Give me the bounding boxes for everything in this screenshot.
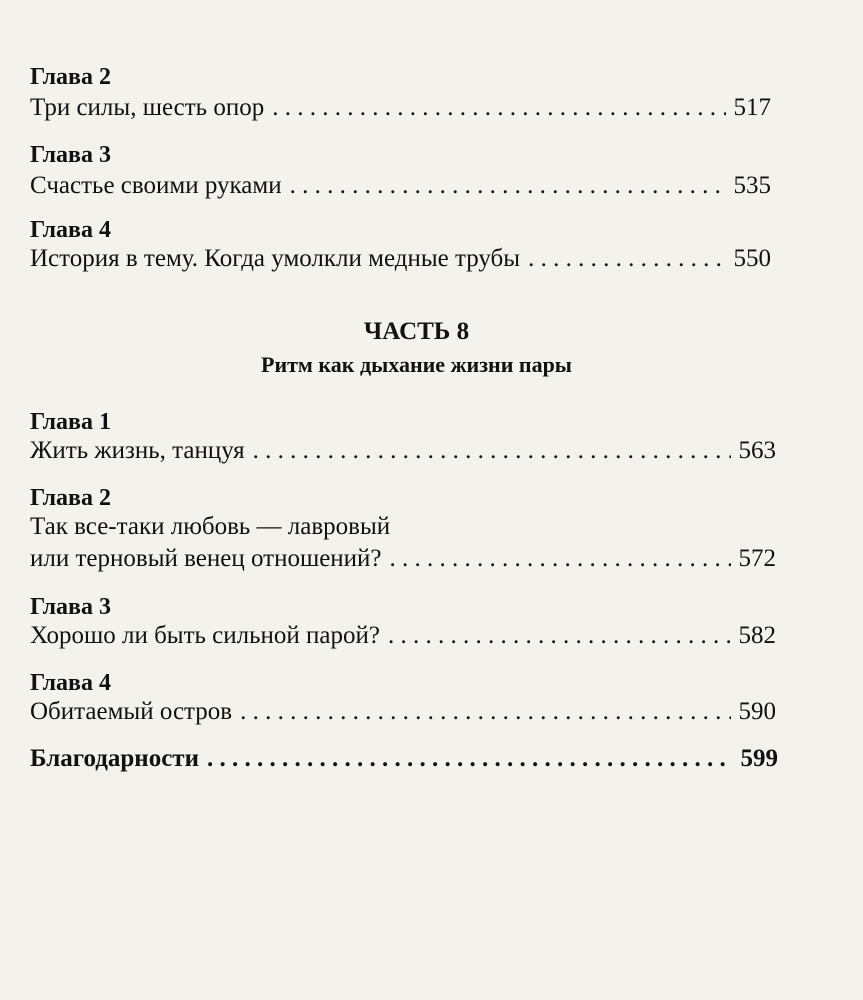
toc-entry-title: История в тему. Когда умолкли медные трубы [30,245,521,272]
leader-dots [390,543,731,575]
toc-entry[interactable] [30,92,771,124]
toc-page-number: 563 [738,437,776,464]
toc-entry[interactable] [30,243,771,275]
toc-entry[interactable] [30,543,776,575]
toc-page-number: 582 [738,622,776,649]
chapter-label: Глава 2 [30,64,111,90]
toc-entry[interactable] [30,620,776,652]
toc-entry-title: Три силы, шесть опор [30,94,265,121]
leader-dots [253,435,731,467]
toc-entry[interactable] [30,170,771,202]
toc-entry-title: Обитаемый остров [30,698,233,725]
toc-entry-title: Счастье своими руками [30,172,282,199]
toc-entry-title: или терновый венец отношений? [30,545,382,572]
chapter-label: Глава 4 [30,217,111,243]
chapter-label: Глава 4 [30,670,111,696]
toc-entry-title: Благодарности [30,745,199,772]
toc-page-number: 535 [733,172,771,199]
toc-entry[interactable] [30,696,776,728]
toc-entry-title: Жить жизнь, танцуя [30,437,245,464]
chapter-label: Глава 3 [30,594,111,620]
leader-dots [388,620,731,652]
toc-entry-title: Так все-таки любовь — лавровый [30,513,391,540]
toc-page-number: 572 [738,545,776,572]
part-heading: ЧАСТЬ 8 [363,318,470,345]
toc-page-number: 599 [740,745,778,772]
leader-dots [272,92,725,124]
toc-entry-title: Хорошо ли быть сильной парой? [30,622,380,649]
part-subtitle: Ритм как дыхание жизни пары [261,352,572,377]
toc-page-number: 517 [733,94,771,121]
chapter-label: Глава 3 [30,142,111,168]
leader-dots [290,170,726,202]
leader-dots [240,696,730,728]
toc-entry-first-line [30,511,390,543]
chapter-label: Глава 2 [30,485,111,511]
chapter-label: Глава 1 [30,409,111,435]
leader-dots [528,243,725,275]
leader-dots [207,743,733,775]
toc-entry[interactable] [30,435,776,467]
toc-page-number: 550 [733,245,771,272]
toc-page-number: 590 [738,698,776,725]
toc-entry-acknowledgements[interactable] [30,743,778,775]
